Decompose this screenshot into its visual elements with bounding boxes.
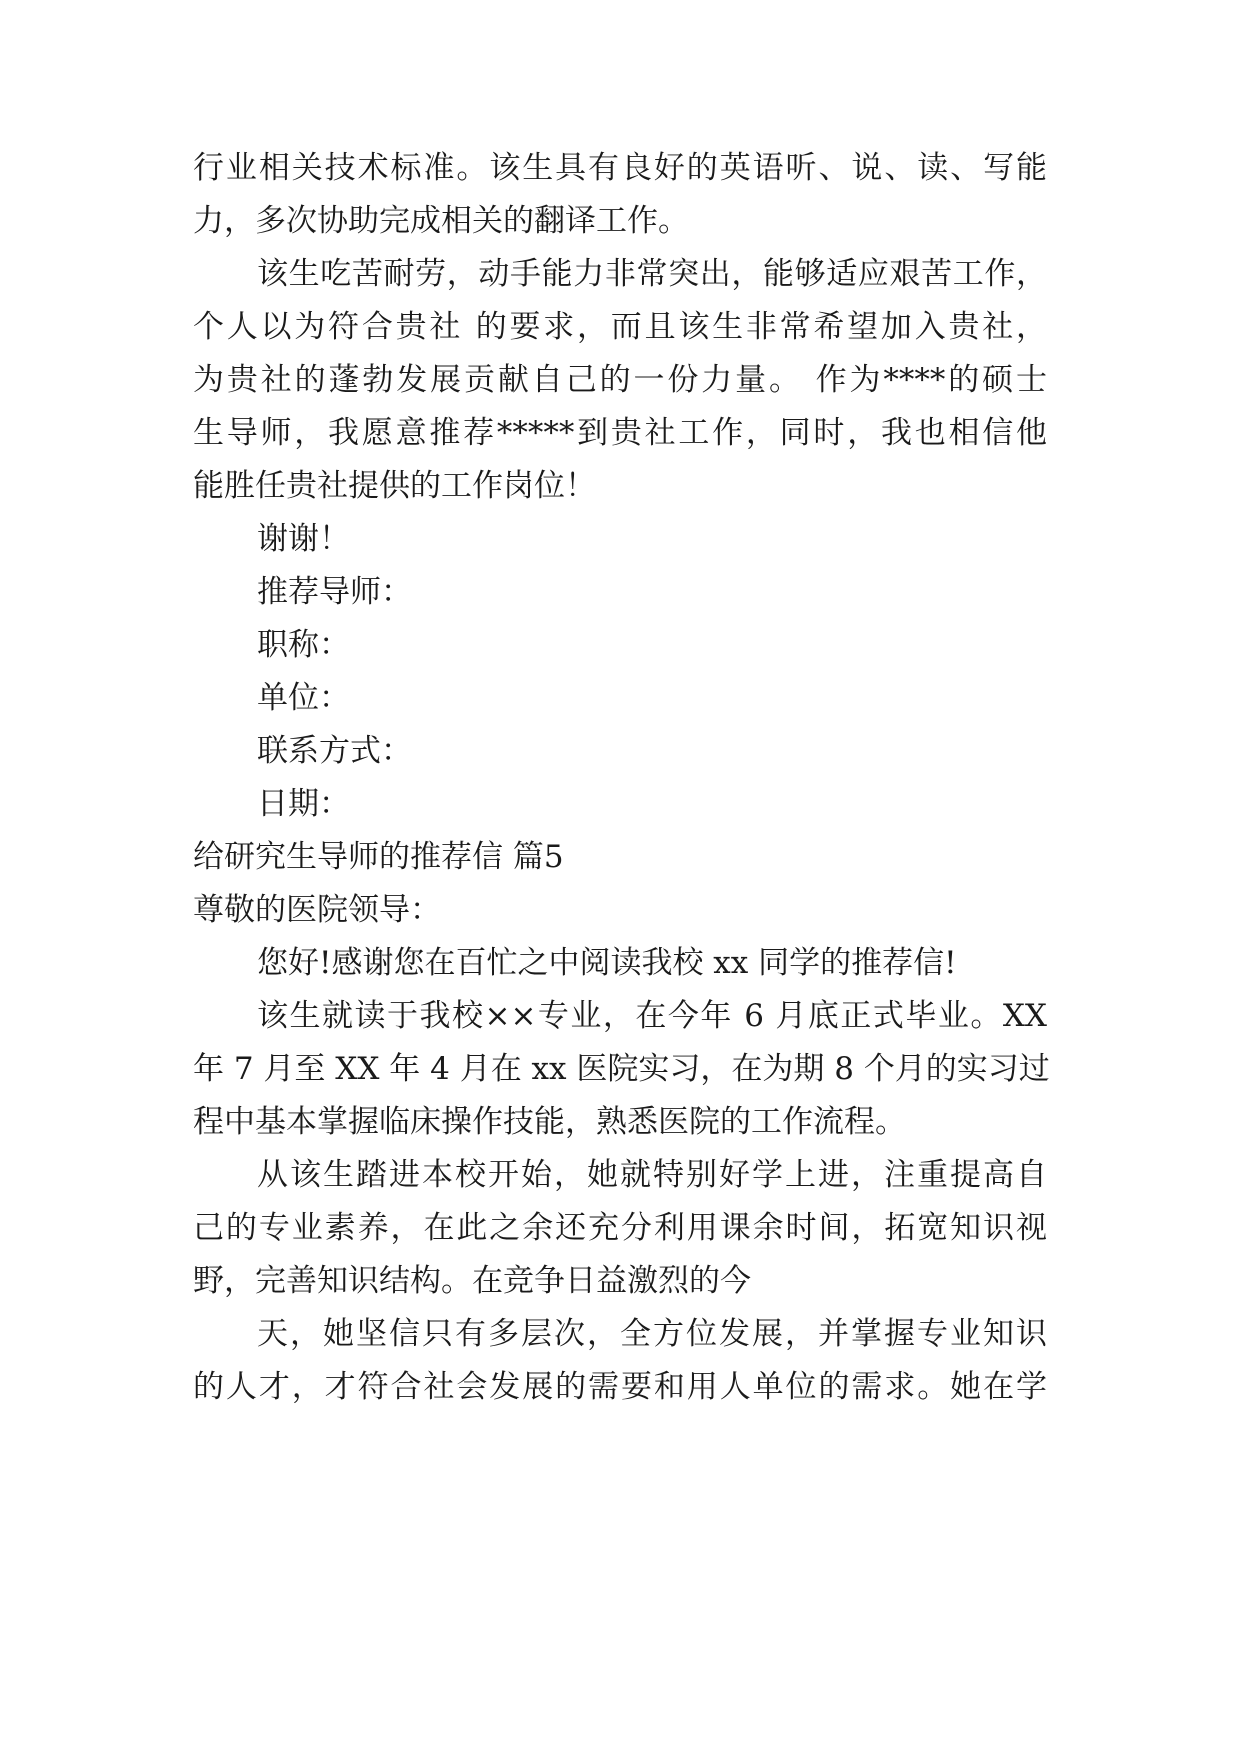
section-heading: 给研究生导师的推荐信 篇5 (193, 839, 564, 875)
text-line: 该生吃苦耐劳，动手能力非常突出，能够适应艰苦工作， (257, 256, 1047, 292)
text-line: 己的专业素养，在此之余还充分利用课余时间，拓宽知识视 (193, 1210, 1047, 1246)
text-line: 天，她坚信只有多层次，全方位发展，并掌握专业知识 (257, 1316, 1047, 1352)
text-line: 为贵社的蓬勃发展贡献自己的一份力量。 作为****的硕士 (193, 362, 1047, 398)
text-line: 联系方式： (257, 733, 412, 769)
text-line: 野，完善知识结构。在竞争日益激烈的今 (193, 1263, 751, 1299)
text-line: 该生就读于我校××专业，在今年 6 月底正式毕业。XX (257, 998, 1047, 1034)
text-line: 推荐导师： (257, 574, 412, 610)
text-line: 日期： (257, 786, 350, 822)
text-line: 个人以为符合贵社 的要求，而且该生非常希望加入贵社， (193, 309, 1047, 345)
text-line: 您好!感谢您在百忙之中阅读我校 xx 同学的推荐信! (257, 945, 957, 981)
text-line: 年 7 月至 XX 年 4 月在 xx 医院实习，在为期 8 个月的实习过 (193, 1051, 1050, 1087)
text-line: 谢谢！ (257, 521, 350, 557)
text-line: 生导师，我愿意推荐*****到贵社工作，同时，我也相信他 (193, 415, 1047, 451)
text-line: 职称： (257, 627, 350, 663)
text-line: 力，多次协助完成相关的翻译工作。 (193, 203, 689, 239)
text-line: 行业相关技术标准。该生具有良好的英语听、说、读、写能 (193, 150, 1047, 186)
text-line: 单位： (257, 680, 350, 716)
salutation: 尊敬的医院领导： (193, 892, 441, 928)
text-line: 程中基本掌握临床操作技能，熟悉医院的工作流程。 (193, 1104, 906, 1140)
text-line: 从该生踏进本校开始，她就特别好学上进，注重提高自 (257, 1157, 1047, 1193)
text-line: 的人才，才符合社会发展的需要和用人单位的需求。她在学 (193, 1369, 1047, 1405)
text-line: 能胜任贵社提供的工作岗位！ (193, 468, 596, 504)
